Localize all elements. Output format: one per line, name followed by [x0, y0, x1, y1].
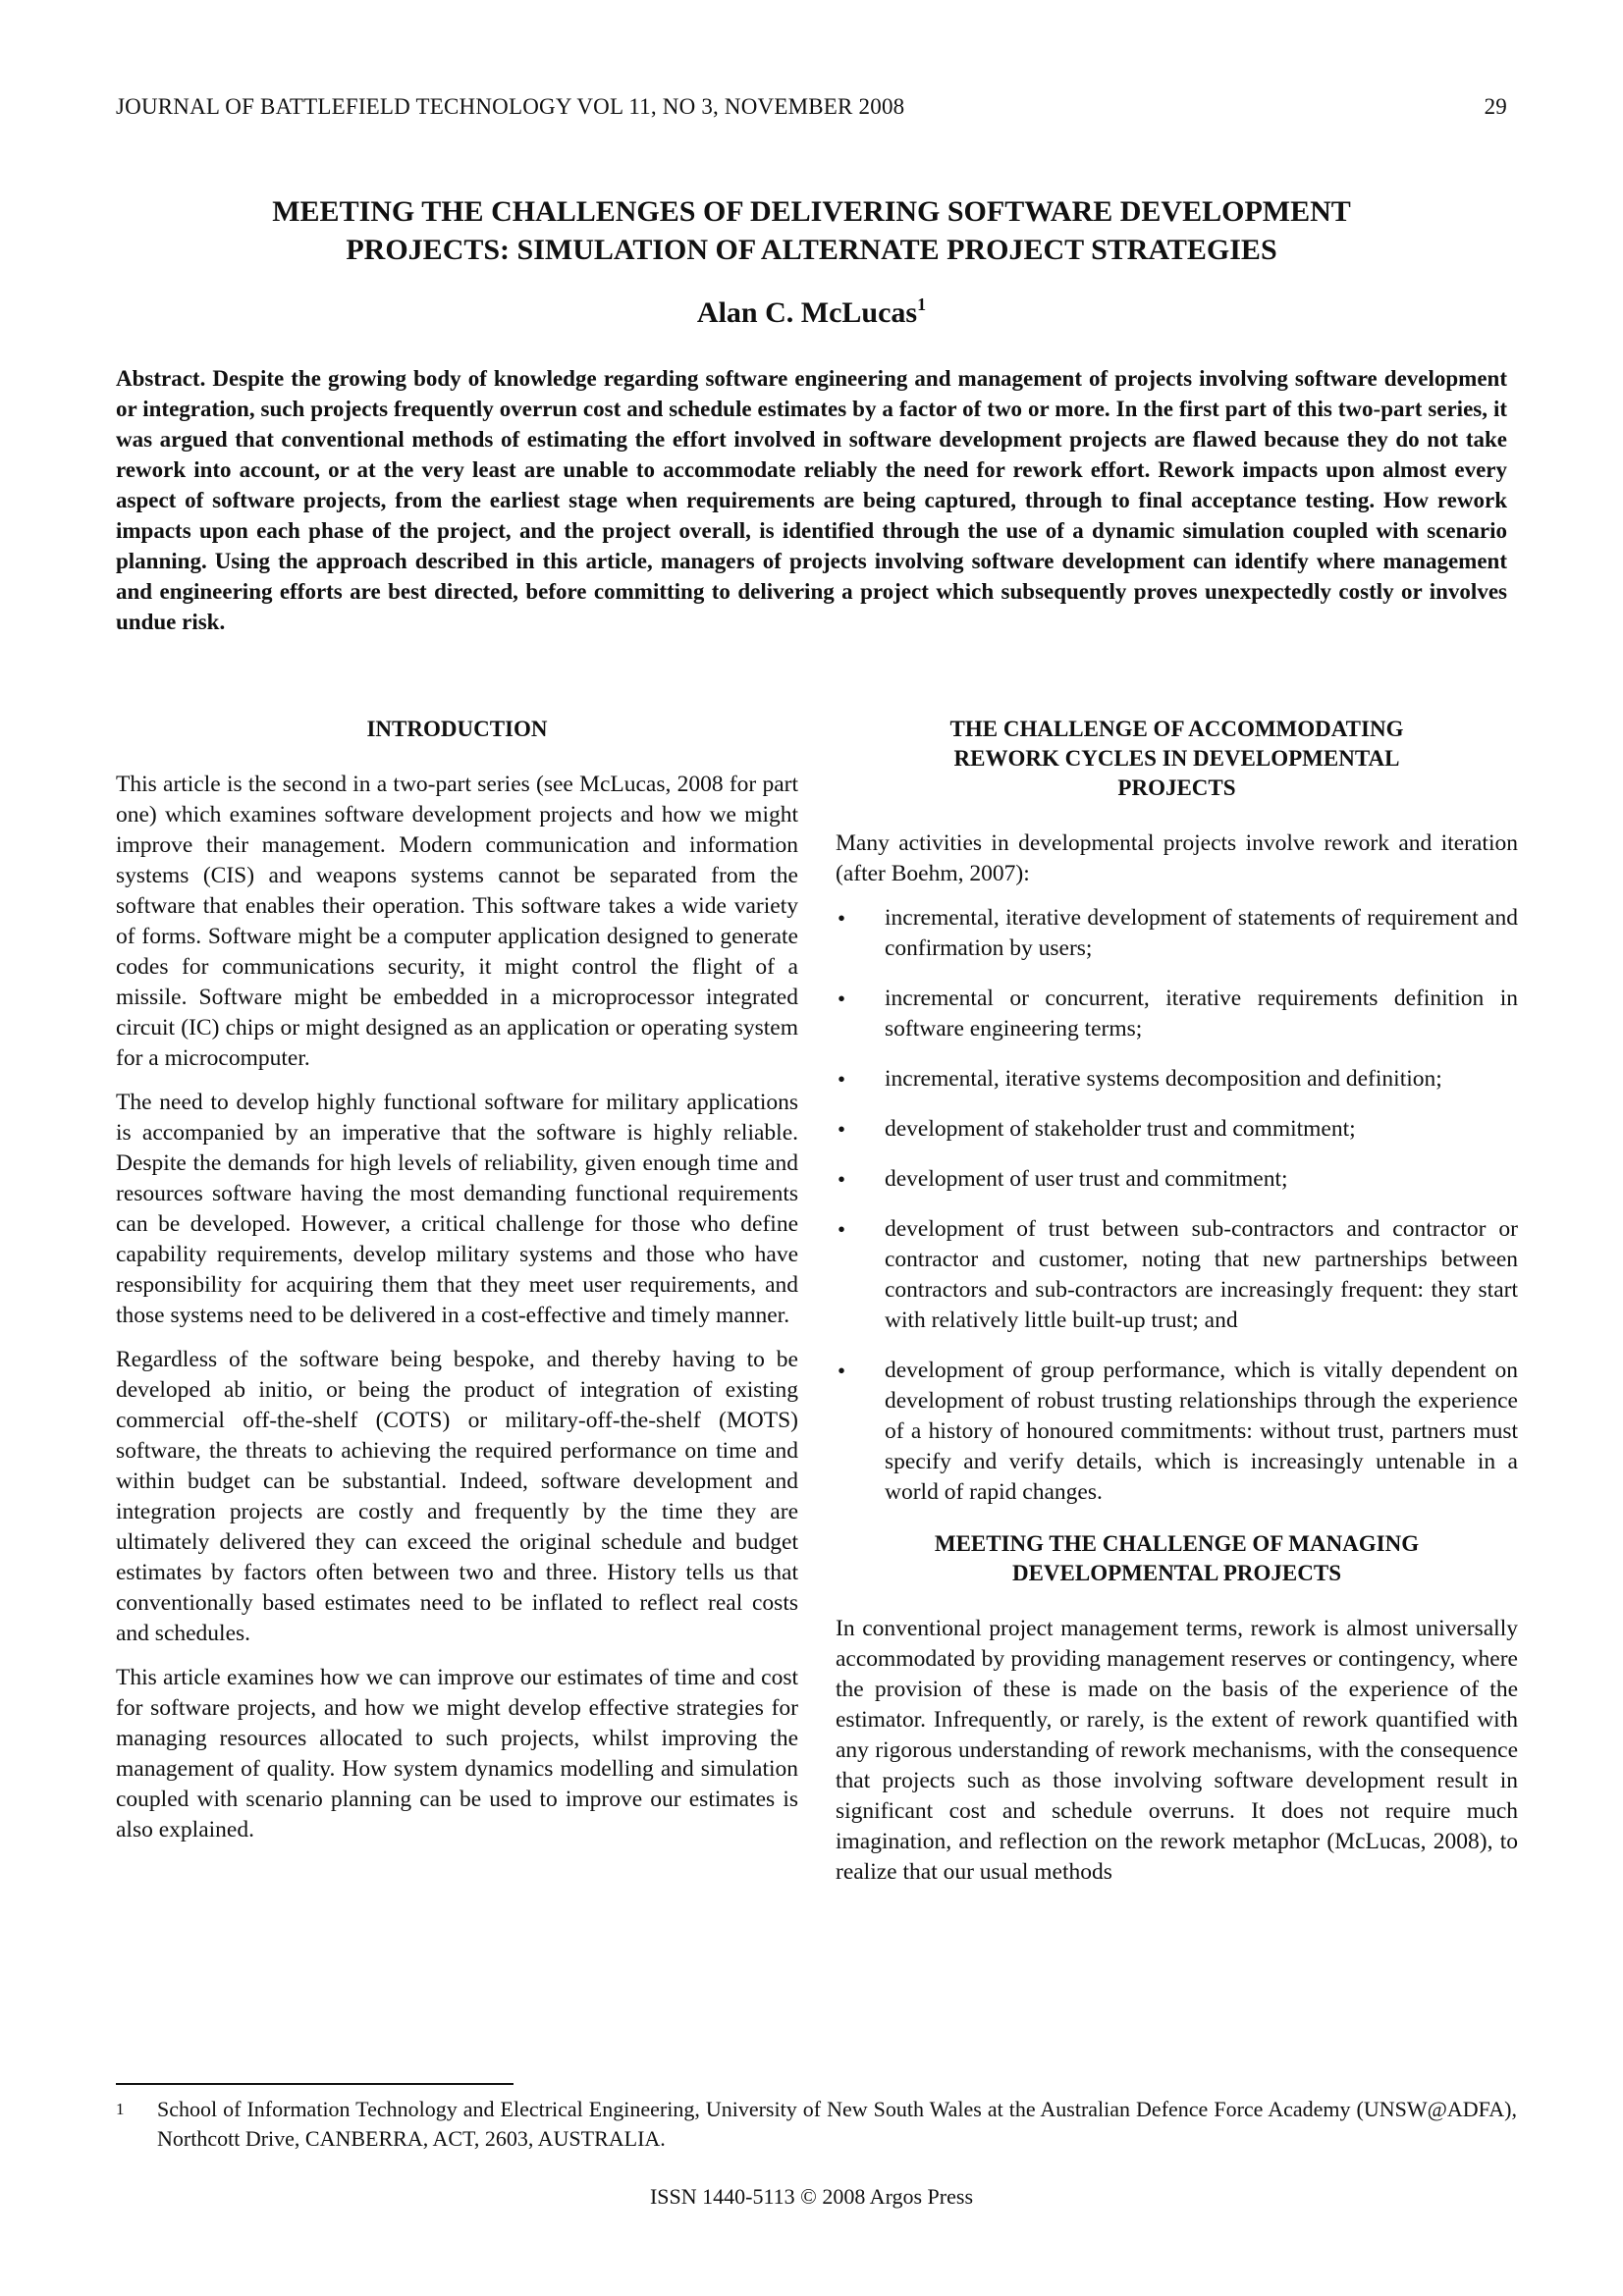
body-paragraph: Many activities in developmental projects involve rework and iteration (after Boehm, 2007): — [836, 830, 1518, 886]
list-item-text: development of trust between sub-contractors and contractor or contractor and customer, noting that new partnerships between contractors and sub-contractors are increasingly frequent: they start with relatively little built-up trust; and — [885, 1216, 1518, 1333]
bullet-list — [836, 903, 1518, 1508]
body-paragraph: This article examines how we can improve our estimates of time and cost for software projects, and how we might develop effective strategies for managing resources allocated to such projects, whilst improving the management of quality. How system dynamics modelling and simulation coupled with scenario planning can be used to improve our estimates is also explained. — [116, 1665, 798, 1842]
right-column — [836, 715, 1518, 1901]
article-title — [116, 192, 1507, 269]
list-item-text: incremental or concurrent, iterative requirements definition in software engineering terms; — [885, 986, 1518, 1041]
list-item-text: incremental, iterative development of statements of requirement and confirmation by users; — [885, 905, 1518, 961]
heading-line: REWORK CYCLES IN DEVELOPMENTAL — [953, 746, 1400, 771]
footnote-mark: 1 — [116, 2100, 125, 2118]
list-item — [836, 903, 1518, 964]
list-item — [836, 1064, 1518, 1095]
list-item — [836, 1164, 1518, 1195]
bullet-icon: • — [838, 906, 846, 931]
author-name: Alan C. McLucas — [696, 296, 918, 329]
body-paragraph: Regardless of the software being bespoke, and thereby having to be developed ab initio, or being the product of integration of existing commercial off-the-shelf (COTS) or military-off-the-shelf (MOTS) software, the threats to achieving the required performance on time and within budget can be substantial. Indeed, software development and integration projects are costly and frequently by the time they are ultimately delivered they can exceed the original schedule and budget estimates by factors often between two and three. History tells us that conventionally based estimates need to be inflated to reflect real costs and schedules. — [116, 1347, 798, 1646]
abstract: Abstract. Despite the growing body of knowledge regarding software engineering and management of projects involving software development or integration, such projects frequently overrun cost and schedule estimates by a factor of two or more. In the first part of this two-part series, it was argued that conventional methods of estimating the effort involved in software development projects are flawed because they do not take rework into account, or at the very least are unable to accommodate reliably the need for rework effort. Rework impacts upon almost every aspect of software projects, from the earliest stage when requirements are being captured, through to final acceptance testing. How rework impacts upon each phase of the project, and the project overall, is identified through the use of a dynamic simulation coupled with scenario planning. Using the approach described in this article, managers of projects involving software development can identify where management and engineering efforts are best directed, before committing to delivering a project which subsequently proves unexpectedly costly or involves undue risk. — [116, 366, 1507, 634]
bullet-icon: • — [838, 1117, 846, 1142]
list-item — [836, 984, 1518, 1044]
list-item-text: development of group performance, which is vitally dependent on development of robust trusting relationships through the experience of a history of honoured commitments: without trust, partners must specify and verify details, which is increasingly untenable in a world of rapid changes. — [885, 1358, 1518, 1505]
journal-title: JOURNAL OF BATTLEFIELD TECHNOLOGY VOL 11, NO 3, NOVEMBER 2008 — [116, 94, 905, 119]
title-line: PROJECTS: SIMULATION OF ALTERNATE PROJECT STRATEGIES — [346, 234, 1277, 266]
footnote-divider — [116, 2083, 514, 2085]
body-paragraph: This article is the second in a two-part series (see McLucas, 2008 for part one) which examines software development projects and how we might improve their management. Modern communication and information systems (CIS) and weapons systems cannot be separated from the software that enables their operation. This software takes a wide variety of forms. Software might be a computer application designed to generate codes for communications security, it might control the flight of a missile. Software might be embedded in a microprocessor integrated circuit (IC) chips or might designed as an application or operating system for a microcomputer. — [116, 772, 798, 1071]
heading-line: THE CHALLENGE OF ACCOMMODATING — [949, 717, 1404, 741]
list-item — [836, 1114, 1518, 1145]
list-item — [836, 1356, 1518, 1508]
bullet-icon: • — [838, 987, 846, 1011]
heading-line: MEETING THE CHALLENGE OF MANAGING — [934, 1531, 1420, 1556]
list-item-text: incremental, iterative systems decomposition and definition; — [885, 1066, 1442, 1092]
left-column — [116, 715, 798, 1859]
author-footnote-mark: 1 — [917, 294, 927, 314]
bullet-icon: • — [838, 1359, 846, 1383]
footnote-text: School of Information Technology and Electrical Engineering, University of New South Wales at the Australian Defence Force Academy (UNSW@ADFA), Northcott Drive, CANBERRA, ACT, 2603, AUSTRALIA. — [157, 2097, 1517, 2151]
bullet-icon: • — [838, 1167, 846, 1192]
list-item-text: development of user trust and commitment; — [885, 1166, 1288, 1192]
body-paragraph: In conventional project management terms, rework is almost universally accommodated by providing management reserves or contingency, where the provision of these is made on the basis of the experience of the estimator. Infrequently, or rarely, is the extent of rework quantified with any rigorous understanding of rework mechanisms, with the consequence that projects such as those involving software development result in significant cost and schedule overruns. It does not require much imagination, and reflection on the rework metaphor (McLucas, 2008), to realize that our usual methods — [836, 1616, 1518, 1885]
list-item-text: development of stakeholder trust and commitment; — [885, 1116, 1356, 1142]
section-heading-rework-cycles — [836, 715, 1518, 803]
author-line — [116, 294, 1507, 330]
heading-line: PROJECTS — [1117, 775, 1236, 800]
heading-line: DEVELOPMENTAL PROJECTS — [1011, 1561, 1342, 1585]
body-paragraph: The need to develop highly functional software for military applications is accompanied by an imperative that the software is highly reliable. Despite the demands for high levels of reliability, given enough time and resources software having the most demanding functional requirements can be developed. However, a critical challenge for those who define capability requirements, develop military systems and those who have responsibility for acquiring them that they meet user requirements, and those systems need to be delivered in a cost-effective and timely manner. — [116, 1090, 798, 1328]
bullet-icon: • — [838, 1067, 846, 1092]
bullet-icon: • — [838, 1217, 846, 1242]
section-heading-managing-projects — [836, 1529, 1518, 1588]
section-heading-introduction: INTRODUCTION — [366, 717, 548, 741]
page-footer: ISSN 1440-5113 © 2008 Argos Press — [649, 2184, 974, 2209]
page-number: 29 — [1484, 94, 1507, 119]
footnote — [116, 2095, 1517, 2154]
title-line: MEETING THE CHALLENGES OF DELIVERING SOFTWARE DEVELOPMENT — [272, 195, 1351, 228]
list-item — [836, 1214, 1518, 1336]
